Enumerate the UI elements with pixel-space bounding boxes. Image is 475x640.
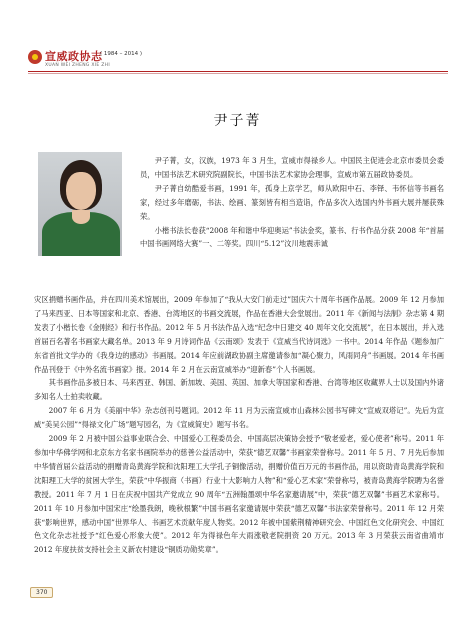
header-divider bbox=[28, 71, 448, 72]
intro-text-block bbox=[140, 154, 444, 251]
page-number: 370 bbox=[30, 587, 53, 598]
article-title: 尹子菁 bbox=[213, 113, 262, 129]
cppcc-emblem-icon bbox=[28, 50, 42, 64]
portrait-face bbox=[66, 172, 96, 210]
portrait-photo bbox=[38, 152, 122, 256]
paragraph-honors: 2009 年 2 月被中国公益事业联合会、中国爱心工程委员会、中国高层决策协会授予“敬老爱老，爱心使者”称号。2011 年参加中华佛学网和北京东方名家书画院举办的慈善公益活动中，荣获“德艺双馨”书画家荣誉称号。2011 年 5 月、7 月先后参加中华情首届公益活动的捐赠青岛黄海学院和沈阳理工大学孔子铜像活动，捐赠价值百万元的书画作品，用以资助青岛黄海学院和沈阳理工大学的贫困大学生，荣获“中华振商（书画）行业十大影响力人物”和“爱心艺术家”荣誉称号，被青岛黄海学院聘为名誉教授。2011 年 7 月 1 日在庆祝中国共产党成立 90 周年“五洲翰墨颂中华名家邀请展”中，荣获“德艺双馨”书画艺术家称号。2011 年 10 月参加中国宋庄“绘墨我朗，晚秋根繁”中国书画名家邀请展中荣获“德艺双馨”书法家荣誉称号。2011 年 12 月荣获“影响世界，感动中国”世界华人、书画艺术贡献年度人物奖。2012 年被中国紫荆精神研究会、中国红色文化研究会、中国红色文化杂志社授予“红色爱心形象大使”。2012 年为得禄色年大雨涨敬老院捐资 20 万元。2013 年 3 月荣获云南省曲靖市 2012 年度扶贫支持社会主义新农村建设“铜质功勋奖章”。 bbox=[34, 434, 444, 555]
main-text-block bbox=[34, 293, 444, 557]
book-title-pinyin: XUAN WEI ZHENG XIE ZHI bbox=[45, 63, 110, 68]
book-years: ( 1984 – 2014 ) bbox=[100, 51, 143, 57]
paragraph-awards-start: 小楷书法长卷获“2008 年和谐中华迎奥运”书法金奖，篆书、行书作品分获 2008 年“首届中国书画网络大赛”一、二等奖。四川“5.12”汶川地震赤诚 bbox=[140, 225, 444, 249]
paragraph-profile: 尹子菁，女，汉族，1973 年 3 月生，宣威市得禄乡人。中国民主促进会北京市委员会委员，中国书法艺术研究院副院长，中国书法艺术家协会理事，宣威市第五届政协委员。 bbox=[140, 156, 444, 179]
page-header bbox=[0, 0, 475, 76]
paragraph-exhibitions: 灾区捐赠书画作品，并在四川美术馆展出，2009 年参加了“我从大安门前走过”国庆六十周年书画作品展。2009 年 12 月参加了马来西亚、日本等国家和北京、香港、台湾地区的书画交流展，作品在香港大会堂展出。2011 年《新闻与法制》杂志第 4 期发表了小楷长卷《金刚经》和行书作品。2012 年 5 月书法作品入选“纪念中日建交 40 周年文化交流展”，在日本展出，并入选首届百名著名书画家大藏名单。2013 年 9 月诗词作品《云南颂》发表于《宣威当代诗词选》一书中。2014 年作品《题参加广东省首批文学办的《我身边的感动》书画展。2014 年应前湖政协副主席邀请参加“凝心聚力，风雨同舟”书画展。2014 年书画作品刊登于《中外名流书画家》报。2014 年 2 月在云南宣威举办“迎新春”个人书画展。 bbox=[34, 295, 444, 374]
header-divider-secondary bbox=[28, 73, 448, 74]
book-title: 宣威政协志 bbox=[45, 50, 103, 63]
paragraph-training: 尹子菁自幼酷爱书画，1991 年，孤身上京学艺，师从欧阳中石、李铎、韦怀信等书画名家，经过多年磨砺，书法、绘画、篆刻皆有相当造诣，作品多次入选国内外书画大展并屡获殊荣。 bbox=[140, 183, 444, 221]
paragraph-inscriptions: 2007 年 6 月为《美丽中华》杂志创刊号题词。2012 年 11 月为云南宣威市山森林公园书写碑文“宣威双塔记”。先后为宣威“美吴公园”“得禄文化广场”题写园名，为《宣威简史》题写书名。 bbox=[34, 406, 444, 430]
paragraph-collections: 其书画作品多被日本、马来西亚、韩国、新加坡、美国、英国、加拿大等国家和香港、台湾等地区收藏界人士以及国内外诸多知名人士拍卖收藏。 bbox=[34, 378, 444, 402]
portrait-neck bbox=[72, 210, 90, 224]
